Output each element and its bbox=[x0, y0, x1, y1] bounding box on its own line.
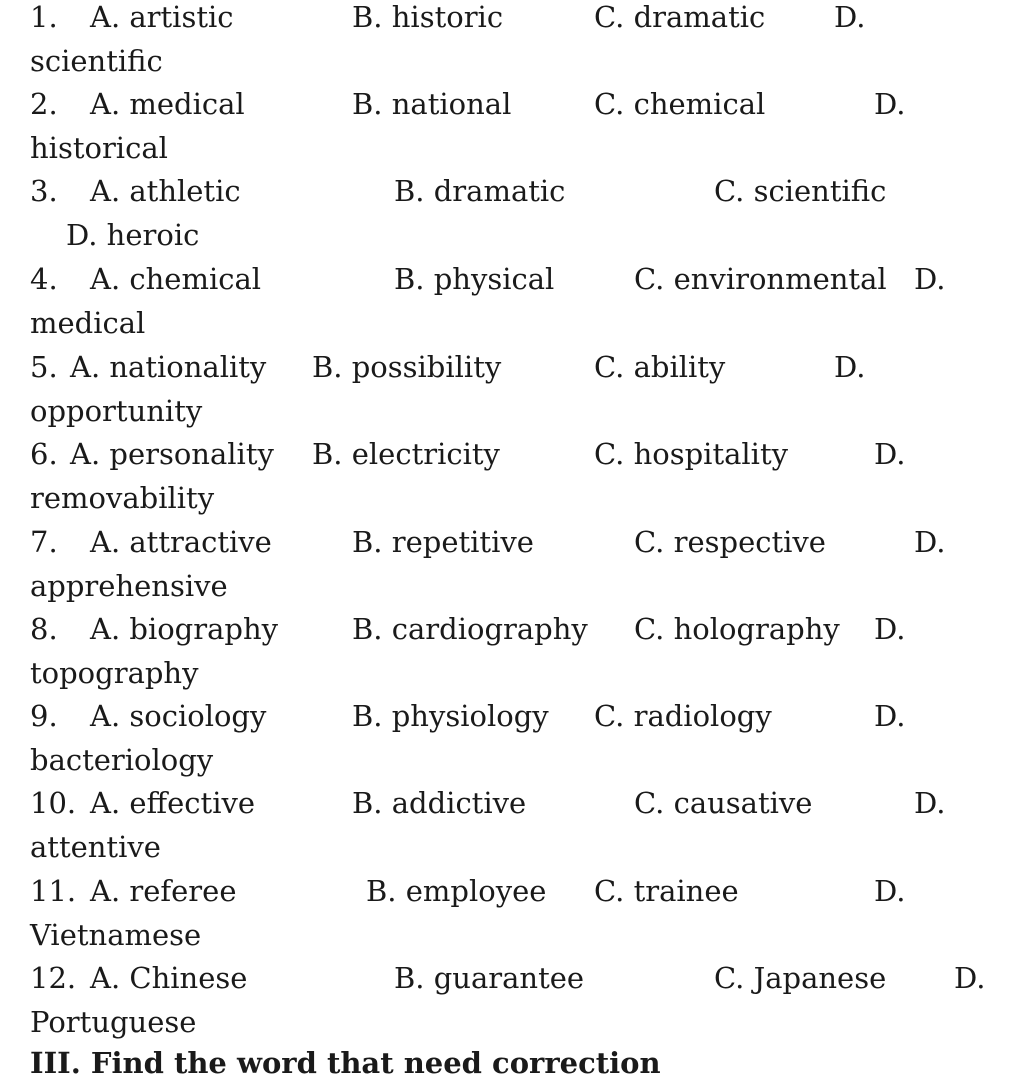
option-b: B. physiology bbox=[352, 699, 549, 733]
option-c: C. ability bbox=[594, 350, 726, 384]
option-b: B. possibility bbox=[312, 350, 502, 384]
question-number: 12. bbox=[30, 961, 77, 995]
option-d-label: D. bbox=[914, 525, 946, 559]
option-d bbox=[66, 218, 199, 252]
option-c: C. trainee bbox=[594, 874, 739, 908]
option-a: A. effective bbox=[90, 786, 256, 820]
option-d-label: D. bbox=[954, 961, 986, 995]
option-d-label: D. bbox=[874, 874, 906, 908]
question-number: 6. bbox=[30, 437, 58, 471]
option-d-word: Vietnamese bbox=[30, 918, 202, 952]
option-d-word: attentive bbox=[30, 830, 161, 864]
option-a: A. sociology bbox=[90, 699, 267, 733]
option-c: C. scientific bbox=[714, 174, 887, 208]
option-d-word: historical bbox=[30, 131, 168, 165]
question-number: 7. bbox=[30, 525, 58, 559]
question-number: 5. bbox=[30, 350, 58, 384]
option-d-label: D. bbox=[874, 699, 906, 733]
option-b: B. cardiography bbox=[352, 612, 588, 646]
option-d-word: topography bbox=[30, 656, 199, 690]
option-b: B. physical bbox=[394, 262, 555, 296]
option-c: C. causative bbox=[634, 786, 813, 820]
option-a: A. personality bbox=[70, 437, 274, 471]
question-number: 9. bbox=[30, 699, 58, 733]
option-c: C. Japanese bbox=[714, 961, 887, 995]
option-c: C. radiology bbox=[594, 699, 772, 733]
option-a: A. athletic bbox=[90, 174, 241, 208]
question-number: 1. bbox=[30, 0, 58, 34]
option-a: A. Chinese bbox=[90, 961, 248, 995]
next-section-heading: III. Find the word that need correction bbox=[30, 1046, 661, 1080]
option-b: B. employee bbox=[366, 874, 547, 908]
option-d-word: bacteriology bbox=[30, 743, 214, 777]
option-b: B. historic bbox=[352, 0, 504, 34]
option-b: B. guarantee bbox=[394, 961, 585, 995]
option-b: B. national bbox=[352, 87, 512, 121]
option-d-label: D. bbox=[874, 437, 906, 471]
question-number: 2. bbox=[30, 87, 58, 121]
option-d-label: D. bbox=[834, 350, 866, 384]
option-d-word: Portuguese bbox=[30, 1005, 197, 1039]
option-b: B. electricity bbox=[312, 437, 500, 471]
option-d-label: D. bbox=[914, 786, 946, 820]
option-c: C. dramatic bbox=[594, 0, 766, 34]
option-c: C. respective bbox=[634, 525, 826, 559]
option-c: C. environmental bbox=[634, 262, 887, 296]
option-d-label: D. bbox=[66, 218, 98, 252]
option-d-label: D. bbox=[874, 612, 906, 646]
question-number: 3. bbox=[30, 174, 58, 208]
option-a: A. referee bbox=[90, 874, 237, 908]
option-d-label: D. bbox=[914, 262, 946, 296]
option-d-word: scientific bbox=[30, 44, 163, 78]
option-d-word: medical bbox=[30, 306, 146, 340]
option-d-word: heroic bbox=[106, 218, 200, 252]
option-d-label: D. bbox=[834, 0, 866, 34]
question-number: 8. bbox=[30, 612, 58, 646]
question-number: 4. bbox=[30, 262, 58, 296]
question-number: 11. bbox=[30, 874, 77, 908]
option-d-word: opportunity bbox=[30, 394, 203, 428]
option-a: A. artistic bbox=[90, 0, 234, 34]
option-a: A. chemical bbox=[90, 262, 262, 296]
option-c: C. hospitality bbox=[594, 437, 788, 471]
option-c: C. chemical bbox=[594, 87, 766, 121]
option-a: A. biography bbox=[90, 612, 279, 646]
option-b: B. repetitive bbox=[352, 525, 534, 559]
option-d-label: D. bbox=[874, 87, 906, 121]
option-c: C. holography bbox=[634, 612, 840, 646]
option-a: A. attractive bbox=[90, 525, 272, 559]
option-b: B. dramatic bbox=[394, 174, 566, 208]
option-d-word: removability bbox=[30, 481, 215, 515]
question-number: 10. bbox=[30, 786, 77, 820]
option-a: A. nationality bbox=[70, 350, 267, 384]
option-d-word: apprehensive bbox=[30, 569, 228, 603]
option-a: A. medical bbox=[90, 87, 245, 121]
option-b: B. addictive bbox=[352, 786, 527, 820]
